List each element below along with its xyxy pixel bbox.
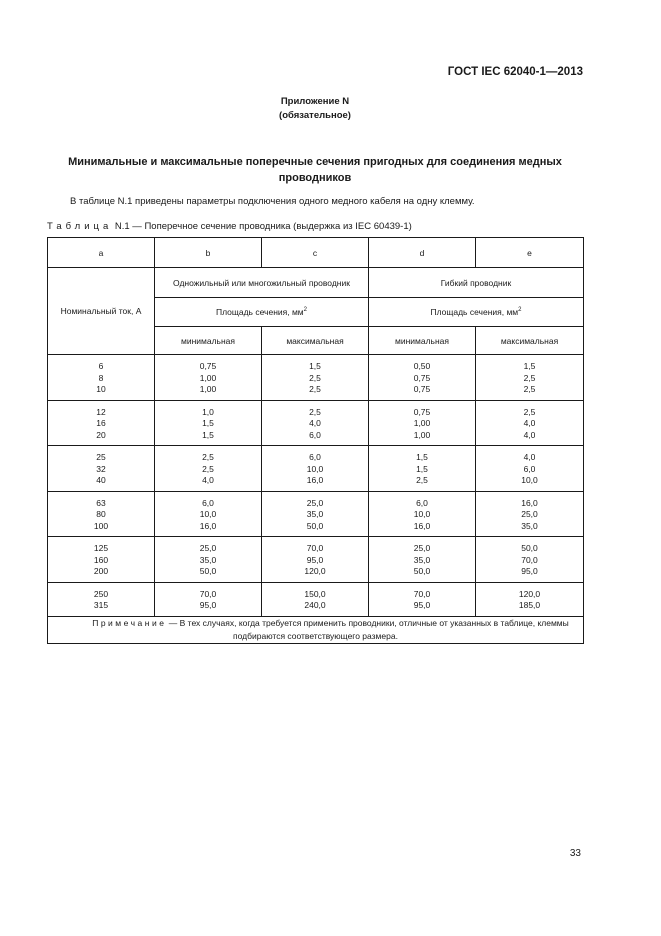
- cell-value: 35,0: [199, 554, 217, 565]
- cell-value: 1,5: [202, 418, 214, 428]
- col-letter-a: a: [48, 238, 155, 268]
- cell-value: 0,75: [413, 372, 431, 383]
- intro-paragraph: В таблице N.1 приведены параметры подключения одного медного кабеля на одну клемму.: [70, 196, 475, 207]
- cell-value: 10,0: [199, 509, 217, 519]
- table-row: [48, 355, 584, 401]
- cell-value: 2,5: [523, 384, 536, 394]
- table-row: [48, 582, 584, 616]
- annex-heading: [0, 95, 630, 123]
- area-header-solid: [155, 298, 369, 327]
- cell-value: 315: [93, 600, 109, 610]
- annex-title: Приложение N: [280, 96, 350, 107]
- table-cell-a: [48, 355, 155, 401]
- table-row: [48, 491, 584, 537]
- table-cell-a: [48, 582, 155, 616]
- cell-value: 1,00: [413, 429, 431, 440]
- table-cell-c: [262, 446, 369, 492]
- cell-value: 1,00: [199, 372, 217, 383]
- area-superscript: 2: [303, 307, 307, 313]
- table-note: [48, 616, 584, 643]
- cell-value: 0,75: [413, 384, 431, 394]
- cell-value: 25,0: [521, 509, 538, 519]
- page-number: 33: [569, 848, 581, 859]
- cell-value: 12: [96, 406, 106, 417]
- cell-value: 125: [93, 543, 109, 553]
- table-cell-c: [262, 355, 369, 401]
- cell-value: 1,00: [199, 384, 217, 394]
- area-superscript: 2: [518, 307, 522, 313]
- table-cell-c: [262, 582, 369, 616]
- table-cell-b: [155, 491, 262, 537]
- cell-value: 50,0: [413, 566, 431, 576]
- cell-value: 6,0: [309, 429, 321, 440]
- cell-value: 120,0: [518, 588, 541, 599]
- cell-value: 1,00: [413, 418, 431, 428]
- cell-value: 32: [96, 463, 106, 474]
- table-cell-a: [48, 491, 155, 537]
- cell-value: 50,0: [306, 520, 324, 531]
- cell-value: 70,0: [306, 543, 324, 553]
- cell-value: 100: [93, 520, 109, 531]
- cell-value: 2,5: [202, 463, 214, 474]
- table-cell-a: [48, 537, 155, 583]
- table-cell-b: [155, 446, 262, 492]
- area-label: Площадь сечения, мм: [430, 307, 519, 317]
- cell-value: 4,0: [523, 429, 536, 440]
- table-row: [48, 446, 584, 492]
- cell-value: 16,0: [199, 520, 217, 531]
- annex-status: (обязательное): [279, 110, 351, 121]
- cell-value: 6,0: [416, 497, 428, 508]
- cell-value: 10,0: [413, 509, 431, 519]
- cell-value: 1,5: [523, 361, 536, 371]
- table-cell-c: [262, 491, 369, 537]
- cell-value: 10,0: [521, 475, 538, 485]
- table-cell-a: [48, 446, 155, 492]
- cell-value: 16,0: [413, 520, 431, 531]
- table-cell-d: [369, 400, 476, 446]
- max-label-flexible: максимальная: [476, 327, 584, 355]
- cell-value: 8: [98, 372, 104, 383]
- table-caption-text: N.1 — Поперечное сечение проводника (выдержка из IEC 60439-1): [112, 221, 412, 232]
- table-cell-e: [476, 446, 584, 492]
- group-header-row: [48, 268, 584, 298]
- cell-value: 80: [96, 509, 106, 519]
- table-cell-e: [476, 355, 584, 401]
- table-cell-e: [476, 400, 584, 446]
- table-cell-d: [369, 446, 476, 492]
- cell-value: 35,0: [413, 554, 431, 565]
- cell-value: 240,0: [304, 600, 326, 610]
- col-letter-b: b: [155, 238, 262, 268]
- cell-value: 16,0: [306, 475, 324, 485]
- table-row: [48, 537, 584, 583]
- table-row: [48, 400, 584, 446]
- cell-value: 50,0: [199, 566, 217, 576]
- col-letter-d: d: [369, 238, 476, 268]
- max-label-solid: максимальная: [262, 327, 369, 355]
- conductor-table: [47, 237, 584, 644]
- cell-value: 4,0: [523, 452, 536, 462]
- min-label-flexible: минимальная: [369, 327, 476, 355]
- cell-value: 4,0: [309, 418, 321, 428]
- cell-value: 2,5: [309, 384, 321, 394]
- cell-value: 1,5: [416, 463, 428, 474]
- cell-value: 0,75: [413, 406, 431, 417]
- cell-value: 95,0: [521, 566, 538, 576]
- standard-number: ГОСТ IEC 62040-1—2013: [447, 66, 583, 78]
- cell-value: 2,5: [309, 372, 321, 383]
- table-cell-e: [476, 582, 584, 616]
- note-text: — В тех случаях, когда требуется применить проводники, отличные от указанных в таблице, клеммы подбираются соответствующего размера.: [166, 617, 569, 641]
- cell-value: 2,5: [523, 372, 536, 383]
- cell-value: 16,0: [521, 497, 538, 508]
- cell-value: 35,0: [521, 520, 538, 531]
- cell-value: 4,0: [202, 475, 214, 485]
- table-cell-b: [155, 537, 262, 583]
- note-row: [48, 616, 584, 643]
- cell-value: 25,0: [306, 497, 324, 508]
- cell-value: 6,0: [309, 452, 321, 462]
- table-cell-b: [155, 582, 262, 616]
- table-cell-e: [476, 537, 584, 583]
- table-caption-prefix: Таблица: [47, 221, 113, 232]
- cell-value: 70,0: [521, 554, 538, 565]
- cell-value: 50,0: [521, 543, 538, 553]
- cell-value: 40: [96, 475, 106, 485]
- min-label-solid: минимальная: [155, 327, 262, 355]
- cell-value: 16: [96, 418, 106, 428]
- cell-value: 200: [93, 566, 109, 576]
- cell-value: 6,0: [202, 497, 214, 508]
- flexible-conductor-header: Гибкий проводник: [369, 268, 584, 298]
- col-letter-e: e: [476, 238, 584, 268]
- cell-value: 250: [93, 588, 109, 599]
- cell-value: 25,0: [199, 543, 217, 553]
- cell-value: 160: [93, 554, 109, 565]
- cell-value: 6,0: [523, 463, 536, 474]
- cell-value: 10,0: [306, 463, 324, 474]
- cell-value: 2,5: [202, 452, 214, 462]
- table-cell-d: [369, 582, 476, 616]
- cell-value: 4,0: [523, 418, 536, 428]
- cell-value: 70,0: [413, 588, 431, 599]
- cell-value: 70,0: [199, 588, 217, 599]
- note-prefix: Примечание: [92, 617, 167, 628]
- table-cell-a: [48, 400, 155, 446]
- table-cell-e: [476, 491, 584, 537]
- table-cell-b: [155, 355, 262, 401]
- section-title: Минимальные и максимальные поперечные сечения пригодных для соединения медных проводников: [68, 156, 562, 184]
- table-cell-d: [369, 537, 476, 583]
- col-letter-c: c: [262, 238, 369, 268]
- table-cell-d: [369, 491, 476, 537]
- table-cell-b: [155, 400, 262, 446]
- cell-value: 95,0: [306, 554, 324, 565]
- table-cell-c: [262, 537, 369, 583]
- cell-value: 185,0: [518, 600, 541, 610]
- cell-value: 6: [98, 361, 104, 371]
- cell-value: 1,5: [416, 452, 428, 462]
- solid-conductor-header: Одножильный или многожильный проводник: [155, 268, 369, 298]
- cell-value: 2,5: [416, 475, 428, 485]
- cell-value: 95,0: [199, 600, 217, 610]
- area-header-flexible: [369, 298, 584, 327]
- table-caption: [47, 221, 412, 232]
- area-label: Площадь сечения, мм: [215, 307, 304, 317]
- cell-value: 1,0: [202, 406, 214, 417]
- cell-value: 10: [96, 384, 106, 394]
- cell-value: 1,5: [309, 361, 321, 371]
- cell-value: 0,75: [199, 361, 217, 371]
- table-cell-c: [262, 400, 369, 446]
- cell-value: 120,0: [304, 566, 326, 576]
- cell-value: 25: [96, 452, 106, 462]
- cell-value: 35,0: [306, 509, 324, 519]
- cell-value: 0,50: [413, 361, 431, 371]
- table-cell-d: [369, 355, 476, 401]
- cell-value: 2,5: [523, 406, 536, 417]
- cell-value: 20: [96, 429, 106, 440]
- cell-value: 2,5: [309, 406, 321, 417]
- rated-current-header: Номинальный ток, А: [48, 268, 155, 355]
- cell-value: 1,5: [202, 429, 214, 440]
- cell-value: 95,0: [413, 600, 431, 610]
- cell-value: 63: [96, 497, 106, 508]
- cell-value: 150,0: [304, 588, 326, 599]
- letters-row: [48, 238, 584, 268]
- cell-value: 25,0: [413, 543, 431, 553]
